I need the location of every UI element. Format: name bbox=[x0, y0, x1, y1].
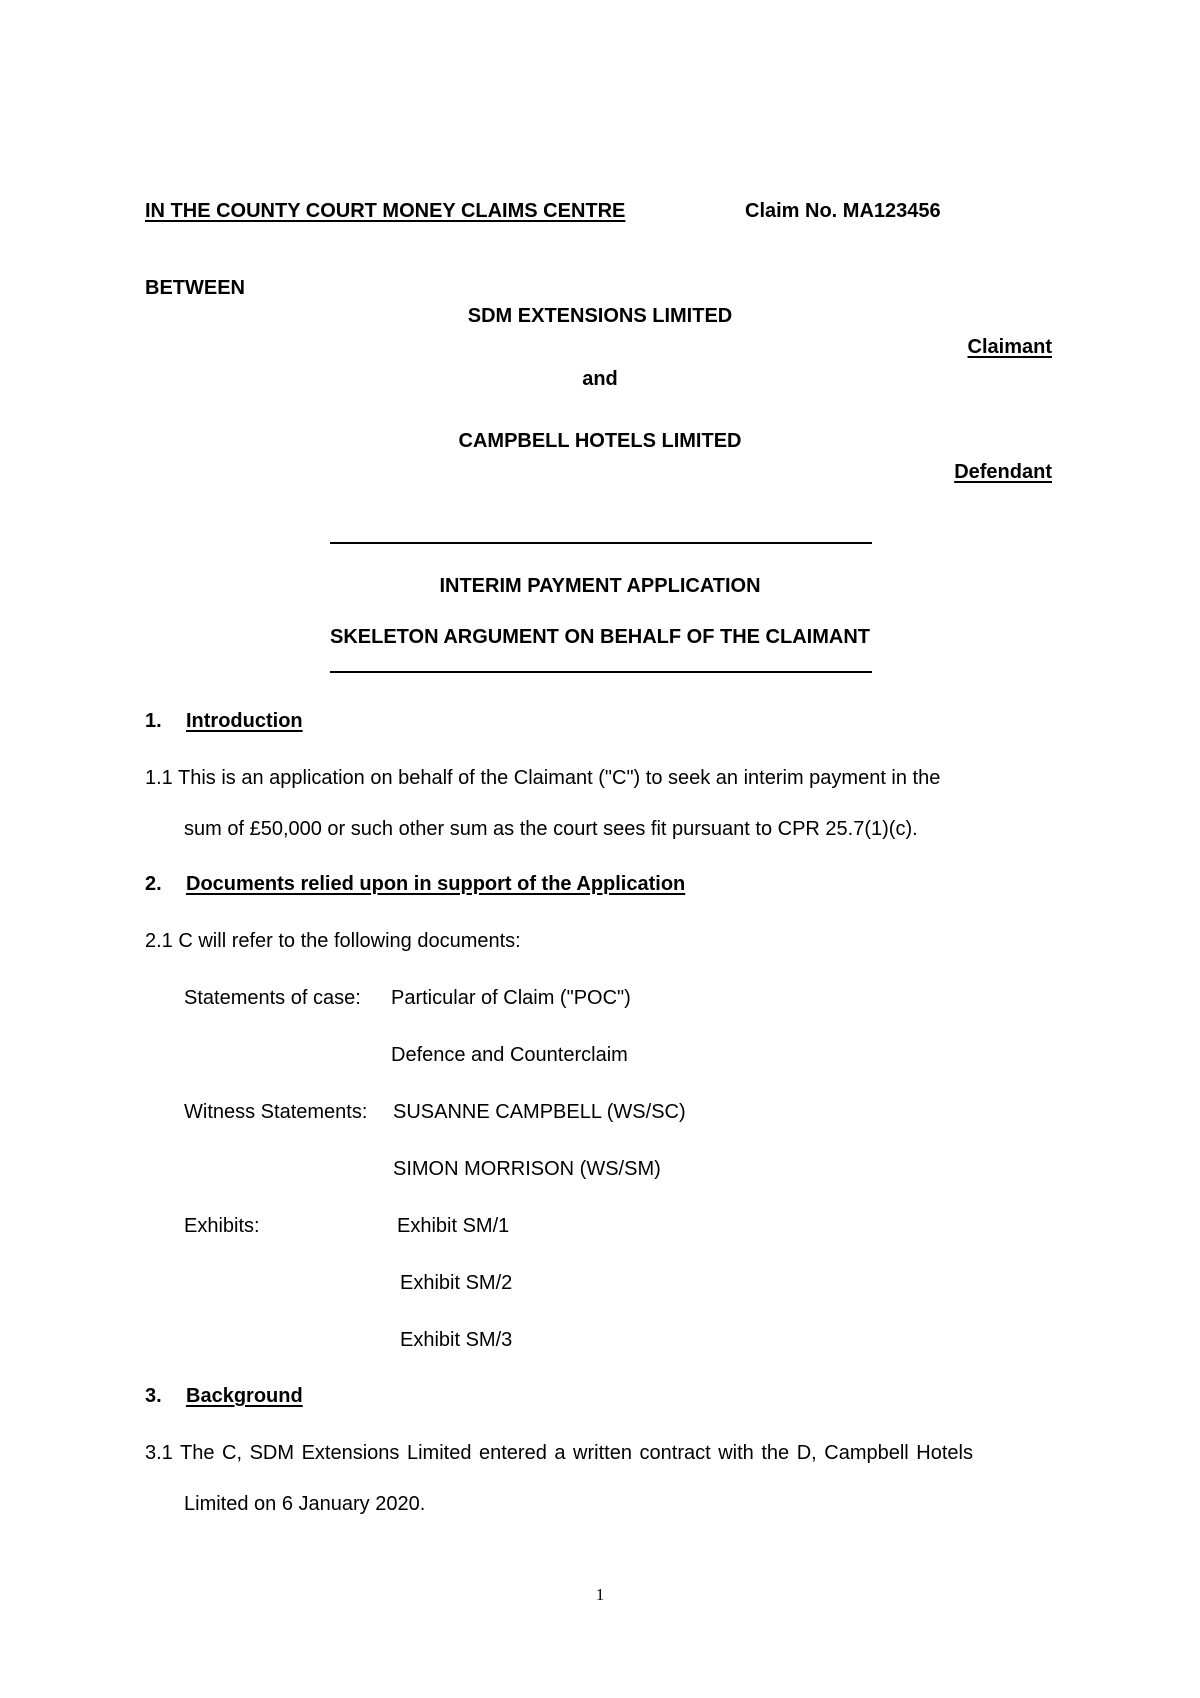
paragraph-3-1-continued: Limited on 6 January 2020. bbox=[184, 1493, 426, 1515]
and-label: and bbox=[582, 368, 618, 390]
document-item: SUSANNE CAMPBELL (WS/SC) bbox=[393, 1101, 686, 1123]
paragraph-1-1: 1.1 This is an application on behalf of the Claimant ("C") to seek an interim payment in the bbox=[145, 767, 941, 789]
document-subtitle: SKELETON ARGUMENT ON BEHALF OF THE CLAIMANT bbox=[330, 626, 870, 648]
page-number: 1 bbox=[595, 1585, 605, 1604]
statements-of-case-label: Statements of case: bbox=[184, 987, 361, 1009]
defendant-role: Defendant bbox=[954, 461, 1052, 483]
document-item: Exhibit SM/2 bbox=[400, 1272, 513, 1294]
claimant-name: SDM EXTENSIONS LIMITED bbox=[467, 305, 733, 327]
section-2-number: 2. bbox=[145, 873, 162, 895]
claim-number: Claim No. MA123456 bbox=[745, 200, 941, 222]
section-3-heading: Background bbox=[186, 1385, 303, 1407]
document-item: SIMON MORRISON (WS/SM) bbox=[393, 1158, 661, 1180]
witness-statements-label: Witness Statements: bbox=[184, 1101, 368, 1123]
document-item: Exhibit SM/1 bbox=[397, 1215, 510, 1237]
paragraph-1-1-continued: sum of £50,000 or such other sum as the court sees fit pursuant to CPR 25.7(1)(c). bbox=[184, 818, 918, 840]
defendant-name: CAMPBELL HOTELS LIMITED bbox=[458, 430, 742, 452]
claimant-role: Claimant bbox=[967, 336, 1052, 358]
document-item: Defence and Counterclaim bbox=[391, 1044, 628, 1066]
document-item: Exhibit SM/3 bbox=[400, 1329, 513, 1351]
exhibits-label: Exhibits: bbox=[184, 1215, 260, 1237]
paragraph-3-1: 3.1 The C, SDM Extensions Limited entered a written contract with the D, Campbell Hotels bbox=[145, 1442, 973, 1464]
title-rule-top bbox=[330, 542, 872, 544]
document-title: INTERIM PAYMENT APPLICATION bbox=[439, 575, 761, 597]
section-1-heading: Introduction bbox=[186, 710, 303, 732]
section-3-number: 3. bbox=[145, 1385, 162, 1407]
paragraph-2-1: 2.1 C will refer to the following documents: bbox=[145, 930, 521, 952]
between-label: BETWEEN bbox=[145, 277, 245, 299]
document-item: Particular of Claim ("POC") bbox=[391, 987, 631, 1009]
section-1-number: 1. bbox=[145, 710, 162, 732]
court-heading: IN THE COUNTY COURT MONEY CLAIMS CENTRE bbox=[145, 200, 626, 222]
section-2-heading: Documents relied upon in support of the Application bbox=[186, 873, 686, 895]
title-rule-bottom bbox=[330, 671, 872, 673]
